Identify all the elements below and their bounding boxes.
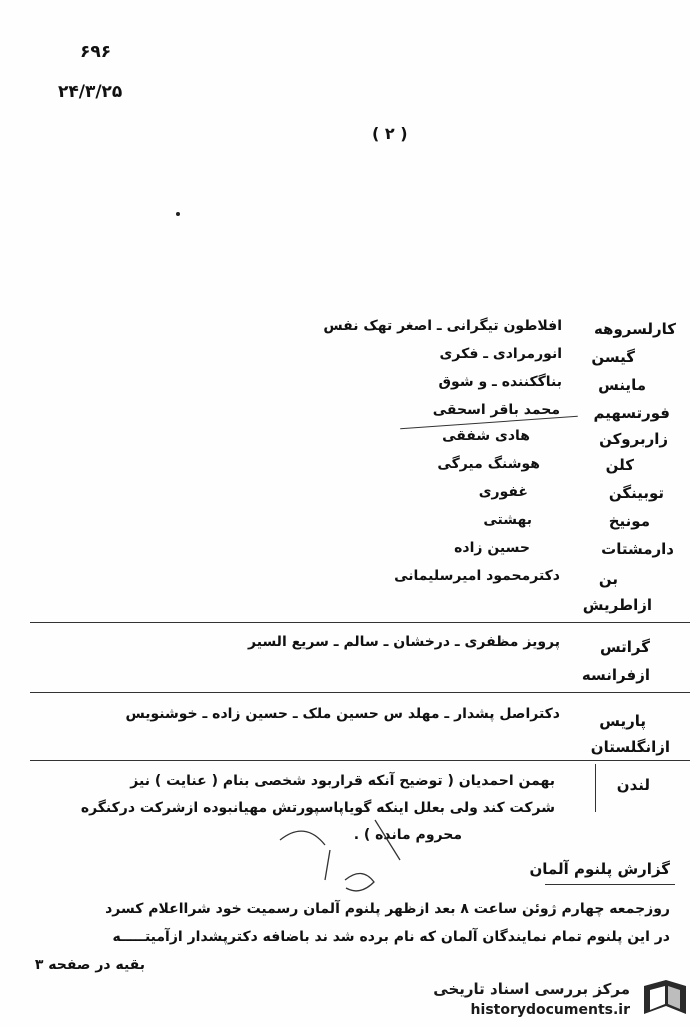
city-label: پاریس — [599, 712, 646, 730]
city-label: زاربروکن — [599, 430, 668, 448]
city-label: کارلسروهه — [593, 320, 676, 338]
names-entry: پرویز مظفری ـ درخشان ـ سالم ـ سریع السیر — [248, 634, 560, 650]
separator-line — [30, 760, 690, 761]
names-entry: هادی شفقی — [442, 428, 530, 444]
city-label: ازاطریش — [582, 596, 652, 614]
column-divider — [595, 764, 596, 812]
note-line: شرکت کند ولی بعلل اینکه گویاپاسپورتش مهیانبوده ازشرکت درکنگره — [80, 800, 555, 816]
names-entry: غفوری — [478, 484, 528, 500]
city-label: بن — [598, 570, 618, 588]
names-entry: بهشتی — [483, 512, 532, 528]
names-entry: دکترمحمود امیرسلیمانی — [394, 568, 560, 584]
book-logo-icon — [640, 978, 690, 1022]
city-label: کلن — [605, 456, 634, 474]
city-label: فورتسهیم — [593, 404, 670, 422]
watermark-url: historydocuments.ir — [470, 1002, 630, 1018]
page-number: ( ۲ ) — [372, 124, 408, 143]
city-label: دارمشتات — [601, 540, 674, 558]
report-line: در این پلنوم تمام نمایندگان آلمان که نام برده شد ند باضافه دکترپشدار ازآمیتـــــه — [112, 929, 670, 945]
city-label: لندن — [616, 776, 650, 794]
separator-line — [30, 622, 690, 623]
names-entry: دکتراصل پشدار ـ مهلد س حسین ملک ـ حسین زاده ـ خوشنویس — [125, 706, 560, 722]
heading-underline — [545, 884, 675, 885]
names-entry: بناگکننده ـ و شوق — [438, 374, 562, 390]
continued-note: بقیه در صفحه ۳ — [34, 957, 145, 973]
note-line: محروم مانده ) . — [353, 827, 462, 843]
handwritten-scribble — [270, 800, 410, 900]
city-label: ماینس — [598, 376, 646, 394]
ink-dot — [176, 212, 180, 216]
note-line: بهمن احمدیان ( توضیح آنکه قراربود شخصی بنام ( عنایت ) نیز — [130, 773, 555, 789]
names-entry: انورمرادی ـ فکری — [439, 346, 562, 362]
archive-watermark — [420, 978, 692, 1024]
city-label: گراتس — [599, 638, 650, 656]
report-line: روزجمعه چهارم ژوئن ساعت ۸ بعد ازظهر پلنوم آلمان رسمیت خود شرااعلام کسرد — [105, 901, 670, 917]
city-label: توبینگن — [608, 484, 664, 502]
document-date: ۲۴/۳/۲۵ — [58, 82, 123, 102]
city-label: گیسن — [591, 348, 635, 366]
names-entry: حسین زاده — [454, 540, 530, 556]
names-entry: افلاطون تیگرانی ـ اصغر تهک نفس — [323, 318, 562, 334]
city-label: ازفرانسه — [581, 666, 650, 684]
report-heading: گزارش پلنوم آلمان — [529, 860, 670, 878]
watermark-title: مرکز بررسی اسناد تاریخی — [433, 980, 630, 998]
document-number: ۶۹۶ — [80, 42, 112, 62]
separator-line — [30, 692, 690, 693]
city-label: ازانگلستان — [590, 738, 670, 756]
names-entry: محمد باقر اسحقی — [432, 402, 560, 418]
city-label: مونیخ — [608, 512, 650, 530]
names-entry: هوشنگ میرگی — [437, 456, 540, 472]
